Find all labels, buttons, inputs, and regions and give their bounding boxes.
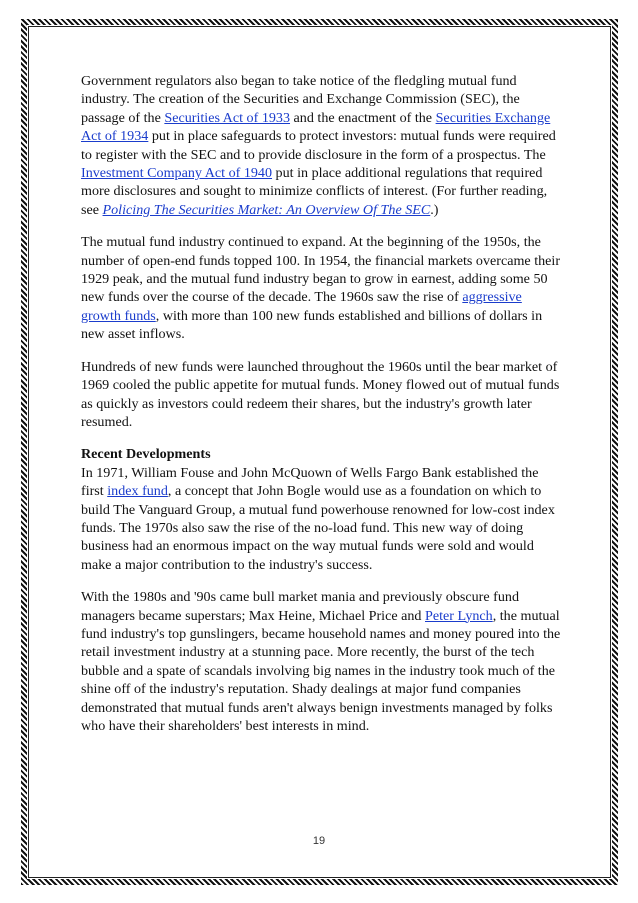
link-securities-exchange-act-1934[interactable]: Securities Exchange Act of 1934 (81, 109, 551, 145)
text-segment: .) (430, 201, 439, 218)
paragraph-industry-expansion (81, 233, 563, 343)
link-index-fund[interactable]: index fund (107, 483, 168, 500)
link-peter-lynch[interactable]: Peter Lynch (425, 607, 493, 624)
document-body (81, 72, 563, 735)
text-segment: , with more than 100 new funds established and billions of dollars in new asset inflows. (81, 307, 543, 343)
paragraph-index-funds (81, 464, 563, 574)
text-segment: put in place additional regulations that required more disclosures and sought to minimize conflicts of interest. (For further reading, see (81, 165, 548, 218)
link-securities-act-1933[interactable]: Securities Act of 1933 (164, 109, 291, 126)
paragraph-bull-market (81, 588, 563, 735)
paragraph-sec-history (81, 72, 563, 219)
text-segment: The mutual fund industry continued to expand. At the beginning of the 1950s, the number of open-end funds topped 100. In 1954, the financial markets overcame their 1929 peak, and the mutual fund industry began to grow in earnest, adding some 50 new funds over the course of the decade. The 1960s saw the rise of (81, 234, 561, 306)
link-policing-securities-market[interactable]: Policing The Securities Market: An Overview Of The SEC (102, 201, 431, 218)
section-heading: Recent Developments (81, 446, 211, 463)
text-segment: Government regulators also began to take notice of the fledgling mutual fund industry. The creation of the Securities and Exchange Commission (SEC), the passage of the (81, 73, 520, 126)
text-segment: , the mutual fund industry's top gunslingers, became household names and money poured into the retail investment industry at a stunning pace. More recently, the burst of the tech bubble and a spate of scandals involving big names in the industry took much of the shine off of the industry's reputation. Shady dealings at major fund companies demonstrated that mutual funds aren't always benign investments managed by folks who have their shareholders' best interests in mind. (81, 607, 561, 734)
link-aggressive-growth-funds[interactable]: aggressive growth funds (81, 289, 522, 324)
text-segment: , a concept that John Bogle would use as a foundation on which to build The Vanguard Group, a mutual fund powerhouse renowned for low-cost index funds. The 1970s also saw the rise of the no-load fund. This new way of doing business had an enormous impact on the way mutual funds were sold and would make a major contribution to the industry's success. (81, 483, 555, 573)
page-number: 19 (312, 835, 326, 847)
text-segment: With the 1980s and '90s came bull market mania and previously obscure fund managers became superstars; Max Heine, Michael Price and (81, 589, 519, 624)
text-segment: In 1971, William Fouse and John McQuown of Wells Fargo Bank established the first (81, 464, 539, 500)
text-segment: and the enactment of the (290, 109, 436, 126)
text-segment: put in place safeguards to protect investors: mutual funds were required to register with the SEC and to provide disclosure in the form of a prospectus. The (81, 128, 556, 163)
link-investment-company-act-1940[interactable]: Investment Company Act of 1940 (81, 165, 273, 182)
paragraph-bear-market (81, 358, 563, 432)
text-segment: Hundreds of new funds were launched throughout the 1960s until the bear market of 1969 cooled the public appetite for mutual funds. Money flowed out of mutual funds as quickly as investors could redeem their shares, but the industry's growth later resumed. (81, 358, 560, 430)
